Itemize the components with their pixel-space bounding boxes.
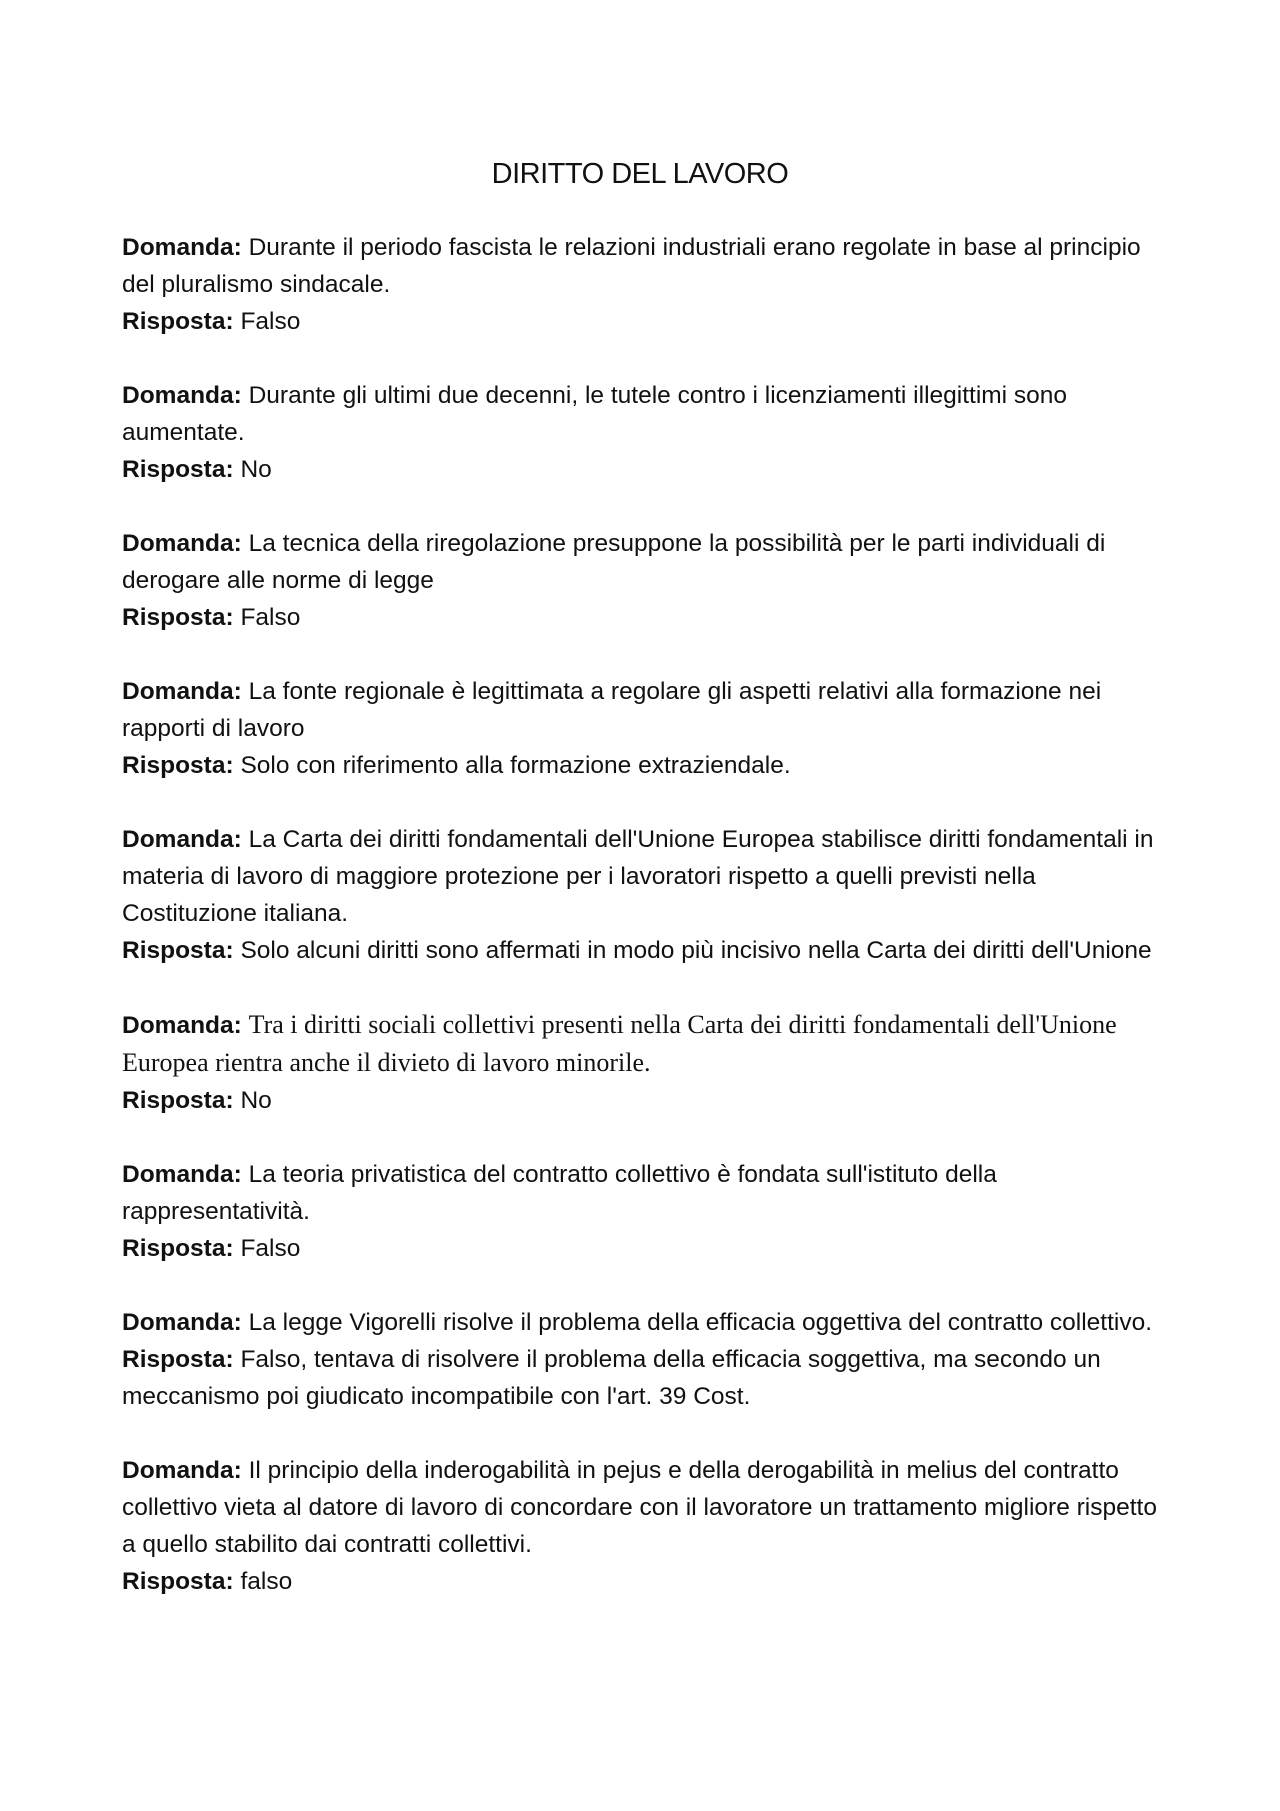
qa-item: [122, 377, 1167, 488]
answer: [122, 1082, 1167, 1119]
question-label: Domanda:: [122, 234, 242, 261]
question-label: Domanda:: [122, 1012, 242, 1039]
qa-item: [122, 821, 1167, 969]
qa-item: [122, 673, 1167, 784]
question-text: Durante gli ultimi due decenni, le tutele contro i licenziamenti illegittimi sono aumentate.: [122, 382, 1068, 446]
qa-item: [122, 1006, 1167, 1119]
answer: [122, 303, 1167, 340]
answer-text: Falso: [240, 604, 301, 631]
question-label: Domanda:: [122, 826, 242, 853]
answer-label: Risposta:: [122, 937, 234, 964]
question: [122, 1006, 1167, 1082]
answer-label: Risposta:: [122, 1235, 234, 1262]
question-text: La Carta dei diritti fondamentali dell'Unione Europea stabilisce diritti fondamentali in materia di lavoro di maggiore protezione per i lavoratori rispetto a quelli previsti nella Costituzione italiana.: [122, 826, 1154, 927]
question: [122, 525, 1167, 599]
question-text: La legge Vigorelli risolve il problema della efficacia oggettiva del contratto collettivo.: [248, 1309, 1152, 1336]
question: [122, 1156, 1167, 1230]
answer-label: Risposta:: [122, 604, 234, 631]
question-text: Tra i diritti sociali collettivi presenti nella Carta dei diritti fondamentali dell'Unione Europea rientra anche il divieto di lavoro minorile.: [122, 1010, 1117, 1077]
question-label: Domanda:: [122, 1161, 242, 1188]
answer-text: Solo con riferimento alla formazione extraziendale.: [240, 752, 791, 779]
question: [122, 1304, 1167, 1341]
qa-item: [122, 525, 1167, 636]
answer: [122, 747, 1167, 784]
answer-text: No: [240, 1087, 272, 1114]
answer-label: Risposta:: [122, 456, 234, 483]
question: [122, 1452, 1167, 1563]
answer: [122, 451, 1167, 488]
question-label: Domanda:: [122, 530, 242, 557]
answer: [122, 932, 1167, 969]
answer-text: falso: [240, 1568, 293, 1595]
question: [122, 377, 1167, 451]
question-label: Domanda:: [122, 1309, 242, 1336]
answer-text: Solo alcuni diritti sono affermati in modo più incisivo nella Carta dei diritti dell'Unione: [240, 937, 1152, 964]
question-text: Durante il periodo fascista le relazioni industriali erano regolate in base al principio del pluralismo sindacale.: [122, 234, 1141, 298]
answer-text: Falso: [240, 1235, 301, 1262]
question-text: La teoria privatistica del contratto collettivo è fondata sull'istituto della rappresentatività.: [122, 1161, 997, 1225]
question-label: Domanda:: [122, 678, 242, 705]
answer-label: Risposta:: [122, 1346, 234, 1373]
page-title: DIRITTO DEL LAVORO: [491, 158, 789, 190]
answer-text: Falso, tentava di risolvere il problema della efficacia soggettiva, ma secondo un meccanismo poi giudicato incompatibile con l'art. 39 Cost.: [122, 1346, 1101, 1410]
answer-label: Risposta:: [122, 1087, 234, 1114]
answer-label: Risposta:: [122, 1568, 234, 1595]
question-text: Il principio della inderogabilità in pejus e della derogabilità in melius del contratto collettivo vieta al datore di lavoro di concordare con il lavoratore un trattamento migliore rispetto a quello stabilito dai contratti collettivi.: [122, 1457, 1157, 1558]
question: [122, 673, 1167, 747]
question-text: La tecnica della riregolazione presuppone la possibilità per le parti individuali di derogare alle norme di legge: [122, 530, 1106, 594]
question-label: Domanda:: [122, 382, 242, 409]
answer: [122, 1341, 1167, 1415]
qa-item: [122, 1304, 1167, 1415]
answer-label: Risposta:: [122, 308, 234, 335]
answer: [122, 1230, 1167, 1267]
answer-text: No: [240, 456, 272, 483]
qa-item: [122, 1156, 1167, 1267]
qa-item: [122, 1452, 1167, 1600]
question: [122, 229, 1167, 303]
answer: [122, 599, 1167, 636]
qa-item: [122, 229, 1167, 340]
answer-text: Falso: [240, 308, 301, 335]
question: [122, 821, 1167, 932]
answer-label: Risposta:: [122, 752, 234, 779]
qa-list: [122, 229, 1167, 1637]
question-text: La fonte regionale è legittimata a regolare gli aspetti relativi alla formazione nei rapporti di lavoro: [122, 678, 1102, 742]
question-label: Domanda:: [122, 1457, 242, 1484]
answer: [122, 1563, 1167, 1600]
